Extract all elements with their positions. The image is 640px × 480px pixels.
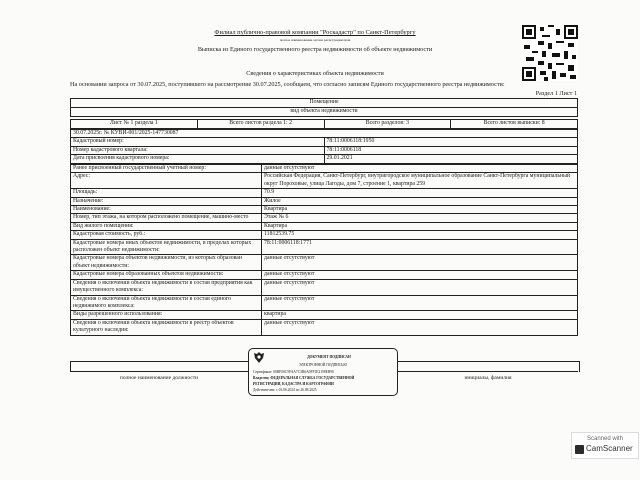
field-label: Виды разрешенного использования: (71, 311, 262, 319)
stamp-title: ДОКУМЕНТ ПОДПИСАН (307, 355, 351, 359)
object-type-label: вид объекта недвижимости (71, 108, 578, 117)
stamp-certificate: Сертификат: 00BF00C5FAA7C3B6A0FF1E2198EB90 (253, 370, 334, 374)
request-basis: На основании запроса от 30.07.2025, поступившего на рассмотрение 30.07.2025, сообщаем, что согласно записям Единого государственного реестра недвижимости: (70, 81, 505, 88)
position-label: полное наименование должности (119, 375, 199, 381)
field-value: данные отсутствуют (262, 165, 578, 173)
table-row (71, 214, 578, 222)
camscanner-label: CamScanner (586, 444, 633, 453)
request-number: 30.07.2025г. № КУВИ-001/2025-147730087 (71, 130, 578, 138)
table-row (71, 255, 578, 271)
field-value: 78:11:0006118 (324, 146, 578, 154)
characteristics-table (70, 164, 578, 336)
field-label: Кадастровые номера иных объектов недвижимости, в пределах которых расположен объект недвижимости: (71, 239, 262, 255)
field-value: данные отсутствуют (262, 271, 578, 279)
sheet-info-table (70, 119, 578, 129)
electronic-signature-stamp (248, 348, 398, 396)
table-row (71, 146, 578, 154)
field-label: Вид жилого помещения: (71, 222, 262, 230)
field-label: Кадастровые номера образованных объектов недвижимости: (71, 271, 262, 279)
field-label: Сведения о включении объекта недвижимости в состав предприятия как имущественного комплекса: (71, 279, 262, 295)
field-value: 70.9 (262, 189, 578, 197)
field-label: Площадь: (71, 189, 262, 197)
field-value: данные отсутствуют (262, 279, 578, 295)
field-label: Дата присвоения кадастрового номера: (71, 155, 325, 163)
organization-name: Филиал публично-правовой компании "Роскадастр" по Санкт-Петербургу (214, 29, 416, 36)
field-value: квартира (262, 311, 578, 319)
table-row (71, 239, 578, 255)
field-value: данные отсутствуют (262, 255, 578, 271)
field-value: Российская Федерация, Санкт-Петербург, внутригородское муниципальное образование Санкт-Петербурга муниципальный округ Пороховые, улица Лагоды, дом 7, строение 1, квартира 259 (262, 173, 578, 189)
field-value: Жилое (262, 197, 578, 205)
scanned-with-label: Scanned with (586, 436, 624, 442)
camscanner-badge (571, 432, 639, 459)
sections-total: Всего разделов: 3 (324, 120, 451, 129)
table-row (71, 295, 578, 311)
table-row (71, 197, 578, 205)
field-label: Кадастровые номера объектов недвижимости, из которых образован объект недвижимости: (71, 255, 262, 271)
field-value: 78:11:0006118:1950 (324, 138, 578, 146)
table-row (71, 173, 578, 189)
field-value: Квартира (262, 206, 578, 214)
field-value: данные отсутствуют (262, 295, 578, 311)
field-value: Этаж № 6 (262, 214, 578, 222)
field-label: Сведения о включении объекта недвижимости в состав единого недвижимого комплекса: (71, 295, 262, 311)
stamp-subtitle: ЭЛЕКТРОННОЙ ПОДПИСЬЮ (298, 363, 348, 367)
field-label: Кадастровый номер: (71, 138, 325, 146)
field-value: 78:11:0006118:1771 (262, 239, 578, 255)
field-label: Сведения о включении объекта недвижимости в реестр объектов культурного наследия: (71, 319, 262, 335)
table-row (71, 138, 578, 146)
table-row (71, 279, 578, 295)
stamp-owner: Владелец: ФЕДЕРАЛЬНАЯ СЛУЖБА ГОСУДАРСТВЕННОЙ (253, 376, 355, 380)
field-label: Наименование: (71, 206, 262, 214)
table-row (71, 165, 578, 173)
table-row (71, 155, 578, 163)
field-value: Квартира (262, 222, 578, 230)
table-row (71, 222, 578, 230)
field-label: Ранее присвоенный государственный учетный номер: (71, 165, 262, 173)
table-row (71, 319, 578, 335)
qr-code-icon (522, 25, 578, 81)
table-row (71, 189, 578, 197)
name-label: инициалы, фамилия (464, 375, 512, 381)
field-value: данные отсутствуют (262, 319, 578, 335)
section-sheet-number: Раздел 1 Лист 1 (535, 90, 577, 97)
organization-sublabel: полное наименование органа регистрации прав (279, 38, 351, 42)
camscanner-logo-icon (575, 445, 584, 454)
identification-table (70, 129, 578, 164)
field-label: Адрес: (71, 173, 262, 189)
field-value: 11812539.75 (262, 231, 578, 239)
field-label: Кадастровая стоимость, руб.: (71, 231, 262, 239)
stamp-owner-cont: РЕГИСТРАЦИИ, КАДАСТРА И КАРТОГРАФИИ (253, 382, 334, 386)
extract-sheets-total: Всего листов выписки: 8 (451, 120, 578, 129)
field-label: Назначение: (71, 197, 262, 205)
table-row (71, 231, 578, 239)
section-sheets-total: Всего листов раздела 1: 2 (197, 120, 324, 129)
table-row (71, 206, 578, 214)
table-row (71, 311, 578, 319)
section-heading: Сведения о характеристиках объекта недвижимости (246, 70, 384, 77)
stamp-validity: Действителен: с 03.06.2024 по 26.08.2025 (253, 388, 317, 392)
field-value: 29.01.2021 (324, 155, 578, 163)
field-label: Номер, тип этажа, на котором расположено помещение, машино-место (71, 214, 262, 222)
object-type-table (70, 98, 578, 117)
table-row (71, 271, 578, 279)
extract-title: Выписка из Единого государственного реестра недвижимости об объекте недвижимости (197, 46, 433, 53)
sheet-number: Лист № 1 раздела 1 (71, 120, 198, 129)
object-type: Помещение (71, 99, 578, 108)
field-label: Номер кадастрового квартала: (71, 146, 325, 154)
